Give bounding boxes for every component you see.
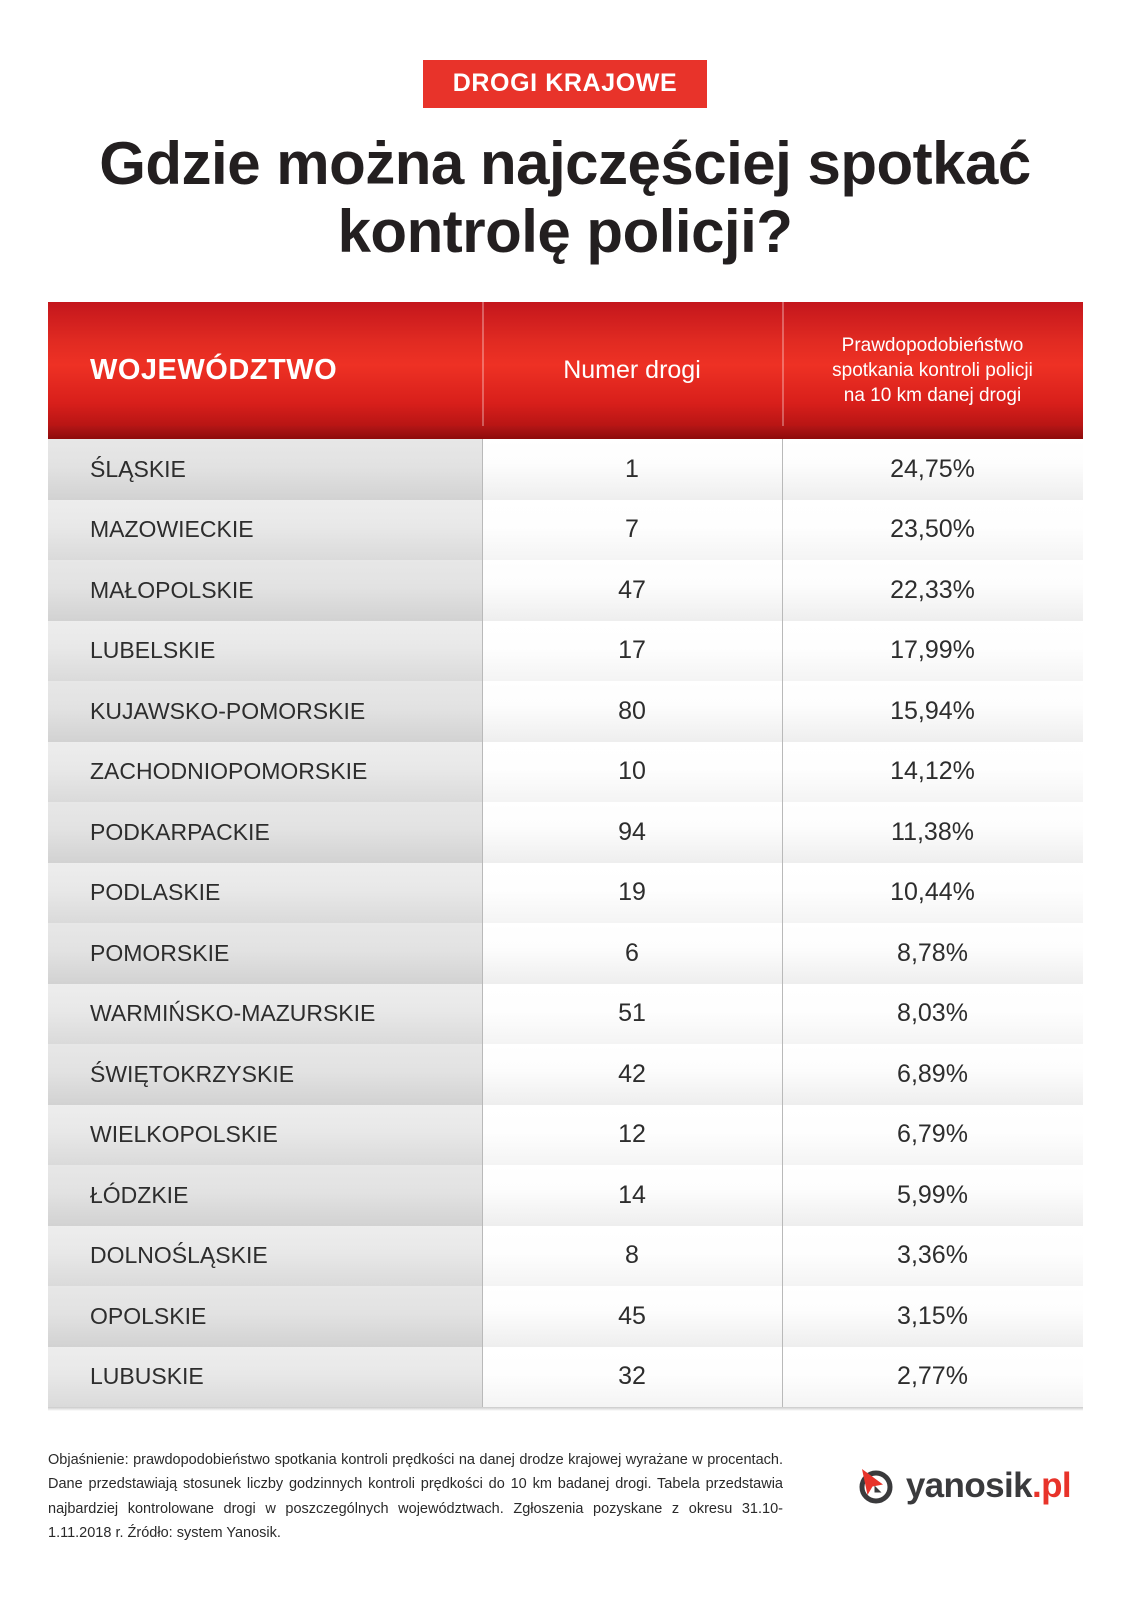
cell-prawdopodobienstwo: 14,12% (782, 742, 1083, 803)
logo-tld: .pl (1031, 1465, 1071, 1505)
cell-wojewodztwo: OPOLSKIE (48, 1286, 482, 1347)
cell-wojewodztwo: ŚWIĘTOKRZYSKIE (48, 1044, 482, 1105)
cell-numer-drogi: 42 (482, 1044, 782, 1105)
table-row (48, 439, 1083, 500)
cell-numer-drogi: 12 (482, 1105, 782, 1166)
cell-numer-drogi: 8 (482, 1226, 782, 1287)
cell-wojewodztwo: POMORSKIE (48, 923, 482, 984)
cell-numer-drogi: 6 (482, 923, 782, 984)
cell-numer-drogi: 51 (482, 984, 782, 1045)
cell-numer-drogi: 94 (482, 802, 782, 863)
cell-numer-drogi: 47 (482, 560, 782, 621)
cell-numer-drogi: 14 (482, 1165, 782, 1226)
badge-container (0, 0, 1130, 108)
cell-prawdopodobienstwo: 6,79% (782, 1105, 1083, 1166)
cell-wojewodztwo: MAZOWIECKIE (48, 500, 482, 561)
footer (48, 1448, 1083, 1545)
page-title-line-2: kontrolę policji? (337, 197, 793, 265)
cell-wojewodztwo: KUJAWSKO-POMORSKIE (48, 681, 482, 742)
cell-numer-drogi: 1 (482, 439, 782, 500)
table-row (48, 802, 1083, 863)
column-header-line-2: spotkania kontroli policji (832, 359, 1033, 381)
table-bottom-edge (48, 1407, 1083, 1411)
table-row (48, 681, 1083, 742)
table-row (48, 560, 1083, 621)
cell-prawdopodobienstwo: 2,77% (782, 1347, 1083, 1408)
yanosik-logo[interactable] (854, 1464, 1071, 1506)
column-header-numer-drogi: Numer drogi (482, 302, 782, 439)
cell-wojewodztwo: WIELKOPOLSKIE (48, 1105, 482, 1166)
table-row (48, 1044, 1083, 1105)
cell-prawdopodobienstwo: 23,50% (782, 500, 1083, 561)
cell-prawdopodobienstwo: 5,99% (782, 1165, 1083, 1226)
cell-prawdopodobienstwo: 3,15% (782, 1286, 1083, 1347)
cell-numer-drogi: 17 (482, 621, 782, 682)
table-row (48, 1165, 1083, 1226)
table-row (48, 923, 1083, 984)
category-badge: DROGI KRAJOWE (423, 60, 707, 108)
cell-wojewodztwo: MAŁOPOLSKIE (48, 560, 482, 621)
cell-prawdopodobienstwo: 10,44% (782, 863, 1083, 924)
cell-wojewodztwo: PODKARPACKIE (48, 802, 482, 863)
cell-wojewodztwo: DOLNOŚLĄSKIE (48, 1226, 482, 1287)
cell-wojewodztwo: PODLASKIE (48, 863, 482, 924)
cell-numer-drogi: 10 (482, 742, 782, 803)
column-header-line-3: na 10 km danej drogi (843, 385, 1022, 407)
table-row (48, 742, 1083, 803)
cell-numer-drogi: 32 (482, 1347, 782, 1408)
yanosik-compass-icon (854, 1464, 896, 1506)
cell-wojewodztwo: ŚLĄSKIE (48, 439, 482, 500)
yanosik-logo-text (905, 1465, 1071, 1505)
table-row (48, 1226, 1083, 1287)
page-title (60, 130, 1070, 266)
cell-wojewodztwo: ŁÓDZKIE (48, 1165, 482, 1226)
cell-numer-drogi: 80 (482, 681, 782, 742)
table-row (48, 1286, 1083, 1347)
column-header-line-1: Prawdopodobieństwo (841, 334, 1024, 356)
table-header-row (48, 302, 1083, 439)
cell-prawdopodobienstwo: 22,33% (782, 560, 1083, 621)
cell-prawdopodobienstwo: 17,99% (782, 621, 1083, 682)
cell-prawdopodobienstwo: 6,89% (782, 1044, 1083, 1105)
table-body (48, 439, 1083, 1407)
cell-prawdopodobienstwo: 11,38% (782, 802, 1083, 863)
table-row (48, 621, 1083, 682)
cell-prawdopodobienstwo: 3,36% (782, 1226, 1083, 1287)
table-row (48, 1347, 1083, 1408)
cell-wojewodztwo: WARMIŃSKO-MAZURSKIE (48, 984, 482, 1045)
page-title-line-1: Gdzie można najczęściej spotkać (99, 130, 1031, 197)
column-header-wojewodztwo: WOJEWÓDZTWO (48, 302, 482, 439)
cell-prawdopodobienstwo: 24,75% (782, 439, 1083, 500)
table-row (48, 1105, 1083, 1166)
cell-prawdopodobienstwo: 15,94% (782, 681, 1083, 742)
table-row (48, 500, 1083, 561)
cell-wojewodztwo: LUBELSKIE (48, 621, 482, 682)
cell-prawdopodobienstwo: 8,78% (782, 923, 1083, 984)
table-row (48, 984, 1083, 1045)
column-header-prawdopodobienstwo (782, 302, 1083, 439)
cell-prawdopodobienstwo: 8,03% (782, 984, 1083, 1045)
table-row (48, 863, 1083, 924)
cell-numer-drogi: 45 (482, 1286, 782, 1347)
cell-wojewodztwo: LUBUSKIE (48, 1347, 482, 1408)
cell-numer-drogi: 19 (482, 863, 782, 924)
cell-numer-drogi: 7 (482, 500, 782, 561)
data-table (48, 302, 1083, 1411)
footnote-text: Objaśnienie: prawdopodobieństwo spotkania kontroli prędkości na danej drodze krajowej wyrażane w procentach. Dane przedstawiają stosunek liczby godzinnych kontroli prędkości do 10 km badanej drogi. Tabela przedstawia najbardziej kontrolowane drogi w poszczególnych województwach. Zgłoszenia pozyskane z okresu 31.10-1.11.2018 r. Źródło: system Yanosik. (48, 1452, 783, 1542)
logo-name: yanosik (905, 1465, 1032, 1505)
cell-wojewodztwo: ZACHODNIOPOMORSKIE (48, 742, 482, 803)
